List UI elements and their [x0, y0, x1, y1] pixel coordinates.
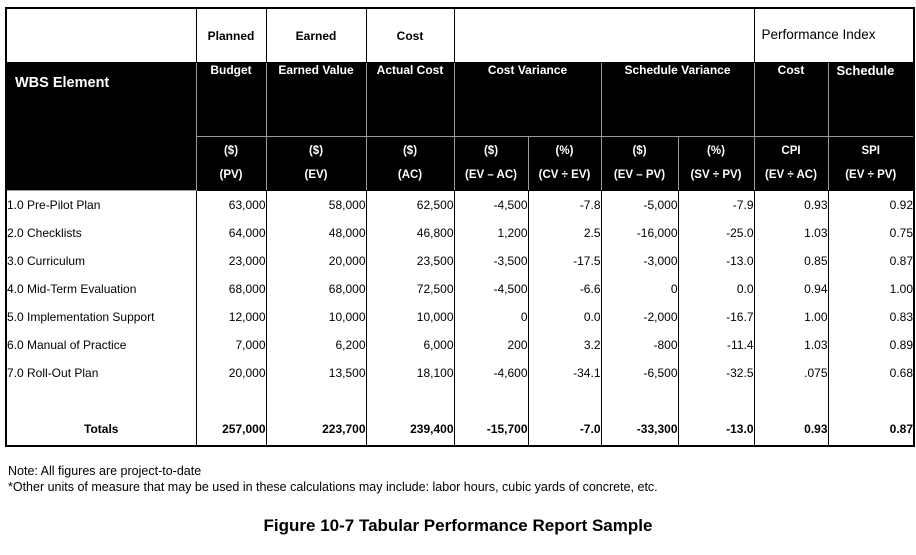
cell-spi: 0.68: [828, 359, 914, 387]
cell-cpi: 1.03: [754, 331, 828, 359]
top-header-row: [6, 8, 914, 63]
cell-actual-cost: 46,800: [366, 219, 454, 247]
cell-cv-dollars: -4,500: [454, 275, 528, 303]
cell-cpi: 0.85: [754, 247, 828, 275]
cell-sv-percent: -7.9: [678, 191, 754, 220]
col-header-spi-schedule: [828, 63, 914, 137]
table-row: [6, 275, 914, 303]
spacer-row: [6, 387, 914, 413]
cell-cv-dollars: -4,600: [454, 359, 528, 387]
cell-actual-cost: 10,000: [366, 303, 454, 331]
col-group-performance-index: Performance Index: [754, 8, 914, 63]
cell-actual-cost: 18,100: [366, 359, 454, 387]
cell-earned-value: 13,500: [266, 359, 366, 387]
subheader-cv-dollars: ($) (EV – AC): [454, 137, 528, 191]
cell-sv-dollars: -16,000: [601, 219, 678, 247]
col-header-budget: Budget: [196, 63, 266, 137]
cell-cpi: 1.00: [754, 303, 828, 331]
col-header-cost-variance: Cost Variance: [454, 63, 601, 137]
cell-earned-value: 10,000: [266, 303, 366, 331]
totals-budget: 257,000: [196, 413, 266, 446]
cell-spi: 0.87: [828, 247, 914, 275]
cell-budget: 64,000: [196, 219, 266, 247]
wbs-row-label: 1.0 Pre-Pilot Plan: [6, 191, 196, 220]
cell-budget: 23,000: [196, 247, 266, 275]
wbs-row-label: 3.0 Curriculum: [6, 247, 196, 275]
cell-cv-percent: -34.1: [528, 359, 601, 387]
table-row: [6, 359, 914, 387]
cell-budget: 20,000: [196, 359, 266, 387]
cell-actual-cost: 6,000: [366, 331, 454, 359]
subheader-cv-percent: (%) (CV ÷ EV): [528, 137, 601, 191]
cell-sv-percent: -32.5: [678, 359, 754, 387]
cell-cv-dollars: -3,500: [454, 247, 528, 275]
cell-sv-dollars: -5,000: [601, 191, 678, 220]
table-row: [6, 219, 914, 247]
wbs-row-label: 7.0 Roll-Out Plan: [6, 359, 196, 387]
wbs-row-label: 6.0 Manual of Practice: [6, 331, 196, 359]
cell-spi: 1.00: [828, 275, 914, 303]
table-row: [6, 191, 914, 220]
col-group-earned: Earned: [266, 8, 366, 63]
cell-actual-cost: 72,500: [366, 275, 454, 303]
cell-sv-percent: -13.0: [678, 247, 754, 275]
cell-sv-percent: -25.0: [678, 219, 754, 247]
cell-cv-percent: 3.2: [528, 331, 601, 359]
subheader-sv-dollars: ($) (EV – PV): [601, 137, 678, 191]
cell-sv-percent: -11.4: [678, 331, 754, 359]
wbs-row-label: 2.0 Checklists: [6, 219, 196, 247]
table-row: [6, 247, 914, 275]
cell-sv-dollars: -6,500: [601, 359, 678, 387]
performance-report-table: [5, 7, 915, 447]
cell-budget: 63,000: [196, 191, 266, 220]
totals-earned-value: 223,700: [266, 413, 366, 446]
footnote-line-1: Note: All figures are project-to-date: [8, 464, 202, 478]
cell-earned-value: 20,000: [266, 247, 366, 275]
cell-cv-dollars: 0: [454, 303, 528, 331]
subheader-sv-percent: (%) (SV ÷ PV): [678, 137, 754, 191]
totals-label: Totals: [6, 413, 196, 446]
cell-earned-value: 58,000: [266, 191, 366, 220]
cell-sv-dollars: 0: [601, 275, 678, 303]
cell-budget: 7,000: [196, 331, 266, 359]
totals-row: [6, 413, 914, 446]
cell-spi: 0.75: [828, 219, 914, 247]
cell-spi: 0.83: [828, 303, 914, 331]
figure-caption: Figure 10-7 Tabular Performance Report Sample: [263, 516, 653, 535]
subheader-spi: SPI (EV ÷ PV): [828, 137, 914, 191]
col-header-earned-value: Earned Value: [266, 63, 366, 137]
cell-cpi: 1.03: [754, 219, 828, 247]
col-header-wbs-element: WBS Element: [6, 63, 196, 191]
cell-cv-dollars: 1,200: [454, 219, 528, 247]
cell-sv-dollars: -3,000: [601, 247, 678, 275]
cell-actual-cost: 23,500: [366, 247, 454, 275]
subheader-budget: ($) (PV): [196, 137, 266, 191]
corner-cell: [6, 8, 196, 63]
variance-spacer-cell: [454, 8, 754, 63]
cell-cv-percent: 2.5: [528, 219, 601, 247]
cell-cpi: 0.93: [754, 191, 828, 220]
cell-sv-percent: 0.0: [678, 275, 754, 303]
cell-cv-dollars: -4,500: [454, 191, 528, 220]
totals-cv-percent: -7.0: [528, 413, 601, 446]
wbs-row-label: 4.0 Mid-Term Evaluation: [6, 275, 196, 303]
totals-cpi: 0.93: [754, 413, 828, 446]
cell-actual-cost: 62,500: [366, 191, 454, 220]
cell-earned-value: 6,200: [266, 331, 366, 359]
cell-earned-value: 68,000: [266, 275, 366, 303]
totals-cv-dollars: -15,700: [454, 413, 528, 446]
cell-cv-percent: -7.8: [528, 191, 601, 220]
totals-sv-dollars: -33,300: [601, 413, 678, 446]
totals-actual-cost: 239,400: [366, 413, 454, 446]
cell-cv-dollars: 200: [454, 331, 528, 359]
subheader-cpi: CPI (EV ÷ AC): [754, 137, 828, 191]
col-group-cost: Cost: [366, 8, 454, 63]
cell-cv-percent: 0.0: [528, 303, 601, 331]
cell-cpi: .075: [754, 359, 828, 387]
col-header-actual-cost: Actual Cost: [366, 63, 454, 137]
cell-sv-dollars: -800: [601, 331, 678, 359]
cell-spi: 0.89: [828, 331, 914, 359]
cell-sv-dollars: -2,000: [601, 303, 678, 331]
totals-spi: 0.87: [828, 413, 914, 446]
col-header-spi-schedule-label: Schedule: [836, 63, 895, 78]
column-header-row: [6, 63, 914, 137]
cell-cpi: 0.94: [754, 275, 828, 303]
cell-cv-percent: -17.5: [528, 247, 601, 275]
cell-budget: 68,000: [196, 275, 266, 303]
cell-cv-percent: -6.6: [528, 275, 601, 303]
footnote-line-2: *Other units of measure that may be used in these calculations may include: labor hours, cubic yards of concrete, etc.: [8, 480, 658, 495]
col-header-schedule-variance: Schedule Variance: [601, 63, 754, 137]
cell-sv-percent: -16.7: [678, 303, 754, 331]
col-group-planned: Planned: [196, 8, 266, 63]
subheader-actual-cost: ($) (AC): [366, 137, 454, 191]
table-row: [6, 331, 914, 359]
col-header-cpi-cost: Cost: [754, 63, 828, 137]
footnotes: [8, 463, 658, 496]
cell-spi: 0.92: [828, 191, 914, 220]
cell-budget: 12,000: [196, 303, 266, 331]
subheader-earned-value: ($) (EV): [266, 137, 366, 191]
table-row: [6, 303, 914, 331]
cell-earned-value: 48,000: [266, 219, 366, 247]
wbs-row-label: 5.0 Implementation Support: [6, 303, 196, 331]
totals-sv-percent: -13.0: [678, 413, 754, 446]
